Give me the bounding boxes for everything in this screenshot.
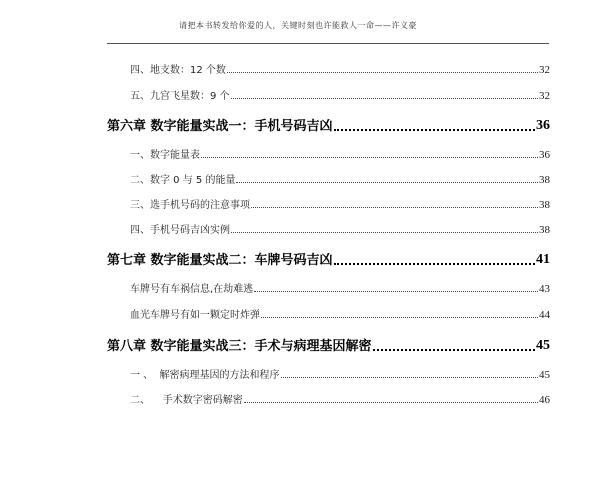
toc-entry-title: 二、数字 0 与 5 的能量: [130, 175, 236, 186]
toc-entry[interactable]: [130, 305, 550, 321]
toc-page-number: 45: [536, 338, 550, 353]
toc-chapter-title: 第六章 数字能量实战一：手机号码吉凶: [107, 119, 333, 134]
toc-entry[interactable]: [130, 365, 550, 381]
toc-dot-leader: [334, 121, 535, 131]
toc-dot-leader: [231, 224, 538, 233]
toc-dot-leader: [334, 255, 535, 265]
toc-entry-title: 三、选手机号码的注意事项: [130, 200, 250, 211]
toc-chapter-title: 第八章 数字能量实战三：手术与病理基因解密: [107, 339, 372, 354]
toc-page-number: 36: [536, 118, 550, 133]
toc-chapter-entry[interactable]: [107, 114, 550, 134]
toc-entry-title: 一、数字能量表: [130, 150, 200, 161]
page-header-text: 请把本书转发给你爱的人，关键时刻也许能救人一命——许义豪: [179, 21, 417, 30]
toc-dot-leader: [231, 90, 538, 99]
toc-chapter-entry[interactable]: [107, 334, 550, 354]
toc-dot-leader: [236, 174, 538, 183]
toc-page-number: 41: [536, 252, 550, 267]
toc-dot-leader: [251, 199, 538, 208]
toc-dot-leader: [373, 341, 535, 351]
toc-entry[interactable]: [130, 220, 550, 236]
toc-entry[interactable]: [130, 390, 550, 406]
toc-page-number: 45: [539, 369, 550, 381]
toc-entry[interactable]: [130, 60, 550, 76]
toc-dot-leader: [254, 283, 538, 292]
toc-entry-title: 车牌号有车祸信息,在劫难逃: [130, 284, 254, 295]
toc-entry-title: 血光车牌号有如一颗定时炸弹: [130, 310, 260, 321]
toc-entry[interactable]: [130, 170, 550, 186]
toc-dot-leader: [244, 394, 538, 403]
toc-entry-title: 一 、 解密病理基因的方法和程序: [130, 370, 280, 381]
toc-entry-title: 五、九宫飞星数：9 个: [130, 91, 230, 102]
toc-page-number: 38: [539, 224, 550, 236]
toc-entry[interactable]: [130, 86, 550, 102]
toc-dot-leader: [281, 369, 538, 378]
toc-page-number: 32: [539, 64, 550, 76]
toc-entry-title: 四、手机号码吉凶实例: [130, 225, 230, 236]
toc-entry[interactable]: [130, 195, 550, 211]
toc-page-number: 46: [539, 394, 550, 406]
toc-page-number: 32: [539, 90, 550, 102]
toc-entry-title: 二、 手术数字密码解密: [130, 395, 243, 406]
toc-page-number: 38: [539, 174, 550, 186]
toc-chapter-title: 第七章 数字能量实战二：车牌号码吉凶: [107, 253, 333, 268]
toc-dot-leader: [227, 64, 538, 73]
toc-dot-leader: [261, 309, 538, 318]
toc-entry[interactable]: [130, 145, 550, 161]
toc-page-number: 44: [539, 309, 550, 321]
toc-page-number: 36: [539, 149, 550, 161]
toc-entry-title: 四、地支数：12 个数: [130, 65, 226, 76]
toc-dot-leader: [201, 149, 538, 158]
toc-page-number: 43: [539, 283, 550, 295]
toc-entry[interactable]: [130, 279, 550, 295]
header-divider: [107, 43, 549, 44]
toc-page-number: 38: [539, 199, 550, 211]
toc-chapter-entry[interactable]: [107, 248, 550, 268]
